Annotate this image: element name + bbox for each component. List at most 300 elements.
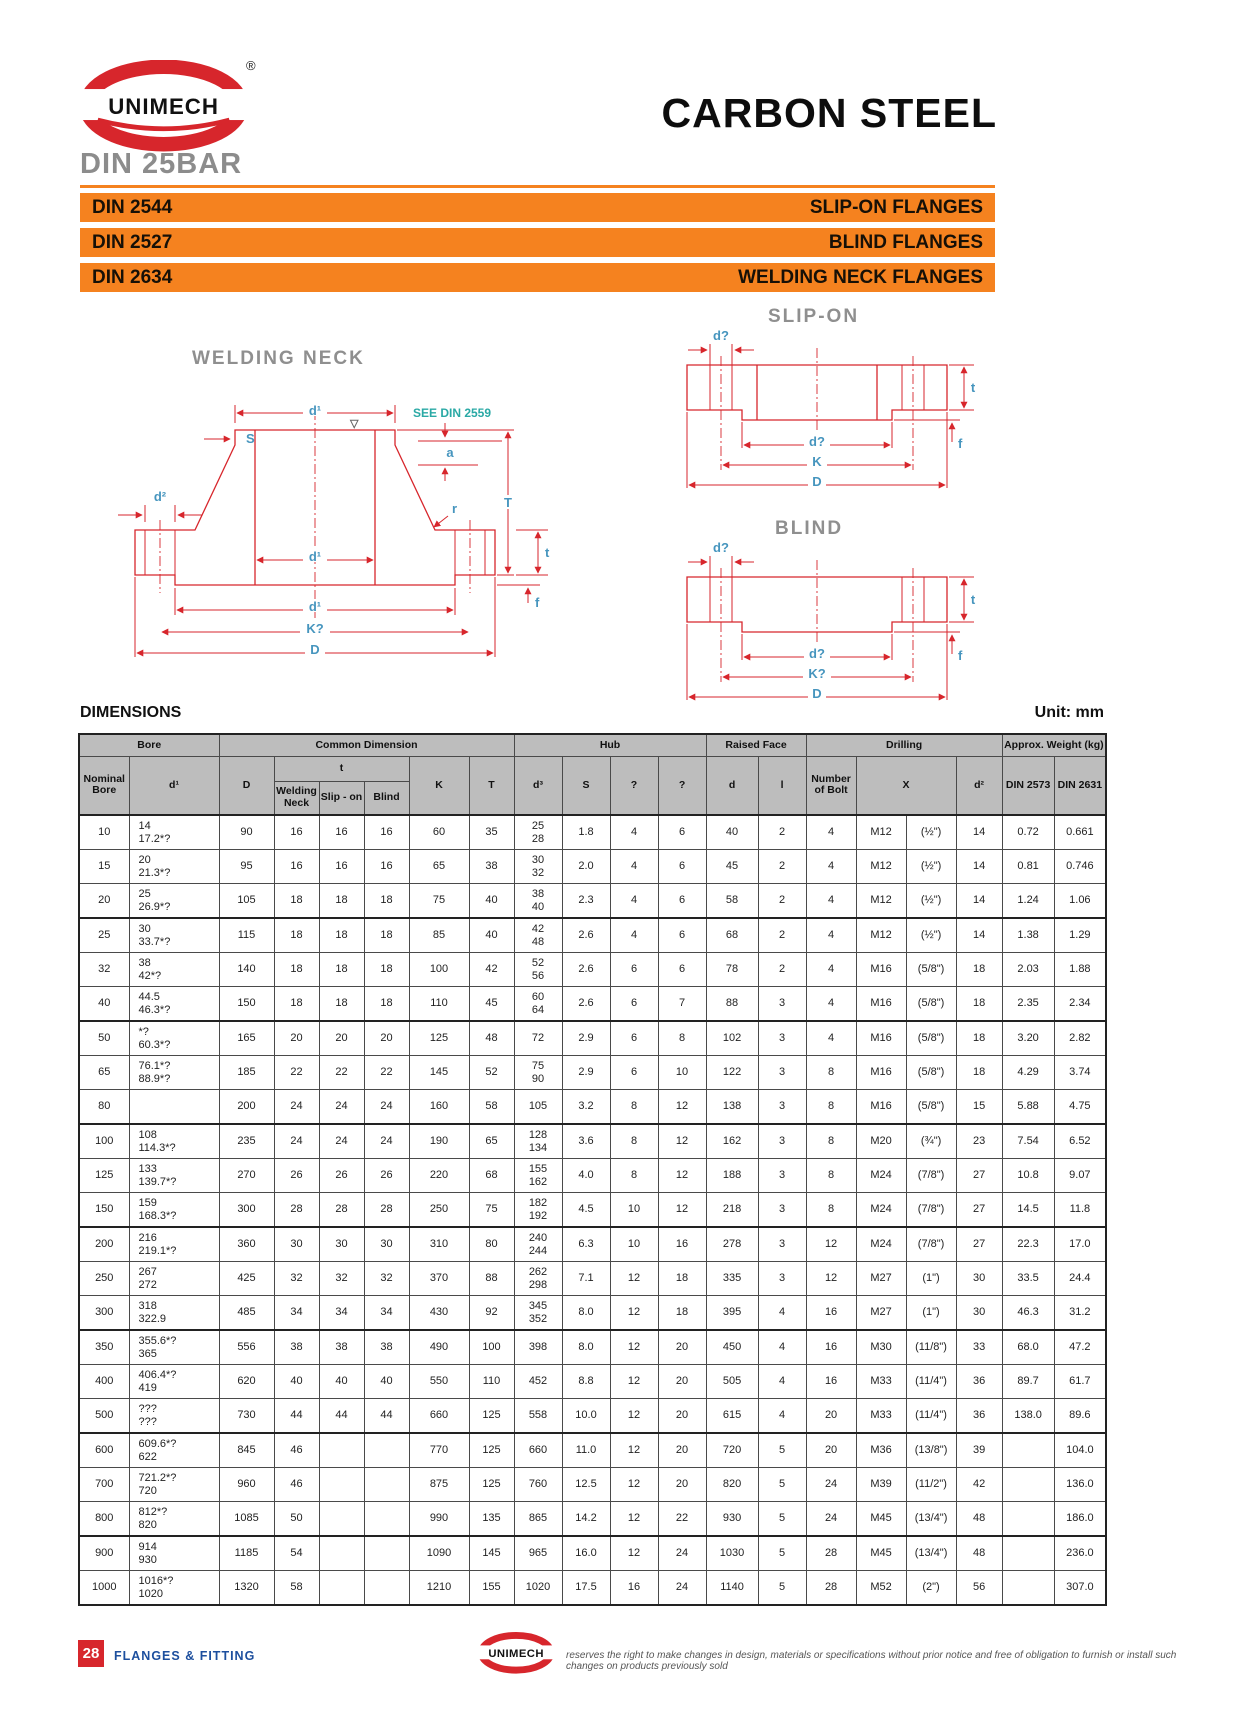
table-cell xyxy=(1002,1571,1054,1606)
table-cell: 4 xyxy=(758,1399,806,1434)
table-cell: (2") xyxy=(906,1571,956,1606)
table-cell: 20 xyxy=(319,1021,364,1056)
table-cell: 4.0 xyxy=(562,1159,610,1193)
table-cell: 2.3 xyxy=(562,884,610,919)
table-cell: 18 xyxy=(658,1262,706,1296)
table-cell: 220 xyxy=(409,1159,469,1193)
table-cell: 150 xyxy=(79,1193,129,1228)
table-cell: 1140 xyxy=(706,1571,758,1606)
table-cell: 4 xyxy=(610,850,658,884)
table-row xyxy=(79,1262,1106,1296)
table-cell: 16 xyxy=(364,815,409,850)
table-cell: 26 xyxy=(364,1159,409,1193)
table-cell: 30 xyxy=(956,1296,1002,1331)
table-cell: 40 xyxy=(364,1365,409,1399)
table-cell: 8 xyxy=(806,1124,856,1159)
table-cell: 3 xyxy=(758,1227,806,1262)
table-cell: 14 17.2*? xyxy=(129,815,219,850)
table-cell: 33 xyxy=(956,1330,1002,1365)
table-row xyxy=(79,1399,1106,1434)
table-cell: 4 xyxy=(758,1330,806,1365)
table-cell: 0.72 xyxy=(1002,815,1054,850)
table-cell: 22 xyxy=(364,1056,409,1090)
table-cell: 235 xyxy=(219,1124,274,1159)
table-cell: 56 xyxy=(956,1571,1002,1606)
banner-flange-type: SLIP-ON FLANGES xyxy=(809,196,983,218)
table-cell: 30 xyxy=(274,1227,319,1262)
dim-label-a: a xyxy=(446,445,454,460)
table-row xyxy=(79,1536,1106,1571)
table-cell: 8.8 xyxy=(562,1365,610,1399)
unimech-logo xyxy=(78,60,253,152)
table-cell: 38 xyxy=(319,1330,364,1365)
table-cell: (5/8") xyxy=(906,953,956,987)
table-cell: 135 xyxy=(469,1502,514,1537)
table-cell: 267 272 xyxy=(129,1262,219,1296)
table-cell: 24 xyxy=(319,1124,364,1159)
table-cell: 345 352 xyxy=(514,1296,562,1331)
footer-logo-icon xyxy=(478,1630,556,1676)
table-cell: 24.4 xyxy=(1054,1262,1106,1296)
table-cell: 14 xyxy=(956,884,1002,919)
page-title: CARBON STEEL xyxy=(661,90,997,136)
table-cell: 16 xyxy=(806,1296,856,1331)
table-cell: 24 xyxy=(806,1468,856,1502)
table-cell: 1016*? 1020 xyxy=(129,1571,219,1606)
table-cell: M45 xyxy=(856,1536,906,1571)
table-cell: 42 xyxy=(469,953,514,987)
table-cell: 8 xyxy=(806,1056,856,1090)
table-cell: 12 xyxy=(658,1193,706,1228)
table-cell: 5 xyxy=(758,1433,806,1468)
table-cell: 1.8 xyxy=(562,815,610,850)
table-cell: 28 xyxy=(806,1536,856,1571)
table-cell: 18 xyxy=(274,918,319,953)
table-cell: 28 xyxy=(364,1193,409,1228)
table-cell: 5 xyxy=(758,1536,806,1571)
table-row xyxy=(79,987,1106,1022)
table-cell: 80 xyxy=(79,1090,129,1125)
column-header-l: l xyxy=(758,756,806,815)
table-cell: M52 xyxy=(856,1571,906,1606)
table-cell: 40 xyxy=(469,918,514,953)
table-cell: 307.0 xyxy=(1054,1571,1106,1606)
table-row xyxy=(79,1021,1106,1056)
table-cell: M27 xyxy=(856,1296,906,1331)
table-cell: 27 xyxy=(956,1227,1002,1262)
table-cell: 550 xyxy=(409,1365,469,1399)
table-cell: 48 xyxy=(469,1021,514,1056)
table-cell: 14 xyxy=(956,850,1002,884)
table-cell: 72 xyxy=(514,1021,562,1056)
table-cell: 485 xyxy=(219,1296,274,1331)
table-cell: 4.75 xyxy=(1054,1090,1106,1125)
table-cell: 4 xyxy=(610,815,658,850)
table-cell: 8 xyxy=(610,1159,658,1193)
table-cell: 1.24 xyxy=(1002,884,1054,919)
table-cell: 20 xyxy=(658,1330,706,1365)
table-cell: M45 xyxy=(856,1502,906,1537)
table-cell: M33 xyxy=(856,1365,906,1399)
column-header-t: t xyxy=(274,756,409,781)
page-number: 28 xyxy=(78,1640,104,1667)
table-row xyxy=(79,1090,1106,1125)
table-cell: 30 xyxy=(956,1262,1002,1296)
table-cell: 80 xyxy=(469,1227,514,1262)
table-cell: 10 xyxy=(79,815,129,850)
table-cell: 6 xyxy=(610,1056,658,1090)
table-cell: (¾") xyxy=(906,1124,956,1159)
table-cell: 2.9 xyxy=(562,1056,610,1090)
table-cell: 6 xyxy=(610,953,658,987)
column-group-raised-face: Raised Face xyxy=(706,734,806,756)
table-cell: 24 xyxy=(364,1124,409,1159)
table-cell: 4 xyxy=(610,884,658,919)
dim-label-k: K? xyxy=(808,666,826,681)
table-cell: 115 xyxy=(219,918,274,953)
table-cell xyxy=(364,1433,409,1468)
column-header-q1: ? xyxy=(610,756,658,815)
table-cell: 730 xyxy=(219,1399,274,1434)
column-group-common-dimension: Common Dimension xyxy=(219,734,514,756)
table-cell: 3.2 xyxy=(562,1090,610,1125)
table-cell: 700 xyxy=(79,1468,129,1502)
slip-on-diagram xyxy=(662,320,982,505)
table-cell: 452 xyxy=(514,1365,562,1399)
table-row xyxy=(79,1330,1106,1365)
footer-logo-text: UNIMECH xyxy=(488,1648,544,1661)
table-cell: 32 xyxy=(79,953,129,987)
table-cell: 30 xyxy=(319,1227,364,1262)
table-cell: 26 xyxy=(319,1159,364,1193)
footer-department: FLANGES & FITTING xyxy=(114,1649,256,1663)
table-cell: 20 xyxy=(658,1365,706,1399)
table-cell: 39 xyxy=(956,1433,1002,1468)
table-cell: 89.7 xyxy=(1002,1365,1054,1399)
table-cell: 720 xyxy=(706,1433,758,1468)
dim-label-t: t xyxy=(545,545,550,560)
table-cell: 12 xyxy=(610,1262,658,1296)
surface-finish-mark: ▽ xyxy=(350,418,359,430)
table-cell: 34 xyxy=(274,1296,319,1331)
table-cell: 125 xyxy=(409,1021,469,1056)
table-cell: 4 xyxy=(806,884,856,919)
table-cell: 3 xyxy=(758,1262,806,1296)
table-cell: 18 xyxy=(364,918,409,953)
table-cell: 110 xyxy=(469,1365,514,1399)
table-cell: 8 xyxy=(610,1124,658,1159)
table-cell: 930 xyxy=(706,1502,758,1537)
table-cell: 38 xyxy=(469,850,514,884)
table-cell: M12 xyxy=(856,884,906,919)
table-cell: 65 xyxy=(409,850,469,884)
table-cell: 33.5 xyxy=(1002,1262,1054,1296)
table-cell: 1020 xyxy=(514,1571,562,1606)
table-row xyxy=(79,1124,1106,1159)
table-cell: 10 xyxy=(658,1056,706,1090)
table-cell: 240 244 xyxy=(514,1227,562,1262)
table-cell: 18 xyxy=(658,1296,706,1331)
table-cell: 12 xyxy=(658,1159,706,1193)
table-cell: 2 xyxy=(758,815,806,850)
table-row xyxy=(79,1502,1106,1537)
table-cell: 18 xyxy=(364,953,409,987)
table-cell: 620 xyxy=(219,1365,274,1399)
table-cell: (½") xyxy=(906,884,956,919)
table-cell: 22 xyxy=(274,1056,319,1090)
table-cell: 12 xyxy=(806,1262,856,1296)
table-cell: (½") xyxy=(906,850,956,884)
table-cell: 40 xyxy=(274,1365,319,1399)
table-cell: 1.88 xyxy=(1054,953,1106,987)
dim-label-d1-bottom: d¹ xyxy=(308,599,322,614)
table-cell: 20 21.3*? xyxy=(129,850,219,884)
table-cell: 20 xyxy=(274,1021,319,1056)
table-cell: 2.34 xyxy=(1054,987,1106,1022)
table-cell: 46 xyxy=(274,1433,319,1468)
table-cell: 24 xyxy=(319,1090,364,1125)
table-cell: 218 xyxy=(706,1193,758,1228)
table-cell xyxy=(319,1433,364,1468)
table-cell: (11/4") xyxy=(906,1399,956,1434)
table-cell: 16 xyxy=(806,1330,856,1365)
table-cell: 58 xyxy=(469,1090,514,1125)
table-cell xyxy=(319,1468,364,1502)
column-header-slip-on: Slip - on xyxy=(319,781,364,815)
column-header-x: X xyxy=(856,756,956,815)
table-cell: 900 xyxy=(79,1536,129,1571)
table-cell: 2 xyxy=(758,918,806,953)
column-group-approx-weight: Approx. Weight (kg) xyxy=(1002,734,1106,756)
welding-neck-diagram xyxy=(100,375,555,660)
table-cell: 32 xyxy=(319,1262,364,1296)
table-cell: 615 xyxy=(706,1399,758,1434)
table-cell: 95 xyxy=(219,850,274,884)
table-cell: 505 xyxy=(706,1365,758,1399)
table-cell: 18 xyxy=(364,987,409,1022)
table-cell: 12 xyxy=(610,1399,658,1434)
table-cell: 50 xyxy=(274,1502,319,1537)
table-cell xyxy=(129,1090,219,1125)
table-cell: 960 xyxy=(219,1468,274,1502)
table-cell: 18 xyxy=(319,953,364,987)
table-cell: 16 xyxy=(610,1571,658,1606)
table-cell: 6 xyxy=(610,987,658,1022)
table-cell: 12 xyxy=(658,1090,706,1125)
table-cell: 102 xyxy=(706,1021,758,1056)
table-cell: 360 xyxy=(219,1227,274,1262)
table-cell: 2.6 xyxy=(562,987,610,1022)
table-cell: 44 xyxy=(319,1399,364,1434)
table-cell: 4 xyxy=(758,1296,806,1331)
table-cell: 185 xyxy=(219,1056,274,1090)
table-cell: 125 xyxy=(469,1468,514,1502)
dim-label-f: f xyxy=(958,648,963,663)
table-cell: 27 xyxy=(956,1193,1002,1228)
table-cell: 38 40 xyxy=(514,884,562,919)
table-cell: 250 xyxy=(409,1193,469,1228)
see-din-note: SEE DIN 2559 xyxy=(412,406,492,420)
table-cell: (1") xyxy=(906,1296,956,1331)
banner-din-code: DIN 2634 xyxy=(92,266,173,288)
table-cell: M16 xyxy=(856,1056,906,1090)
table-cell: M39 xyxy=(856,1468,906,1502)
table-cell xyxy=(319,1502,364,1537)
table-cell: 335 xyxy=(706,1262,758,1296)
table-cell: 68 xyxy=(706,918,758,953)
table-cell: 16 xyxy=(319,815,364,850)
table-cell: 60 64 xyxy=(514,987,562,1022)
dimensions-table-body xyxy=(79,815,1106,1605)
table-cell: 12 xyxy=(610,1433,658,1468)
dim-label-d-outer: D xyxy=(310,642,320,657)
table-cell xyxy=(364,1536,409,1571)
table-cell: 770 xyxy=(409,1433,469,1468)
table-cell: 40 xyxy=(469,884,514,919)
table-cell xyxy=(319,1571,364,1606)
table-cell: 1030 xyxy=(706,1536,758,1571)
table-cell: 28 xyxy=(319,1193,364,1228)
table-cell: 17.5 xyxy=(562,1571,610,1606)
dim-label-k: K? xyxy=(306,621,324,636)
table-cell: 355.6*? 365 xyxy=(129,1330,219,1365)
table-cell: 60 xyxy=(409,815,469,850)
table-cell: 3 xyxy=(758,1124,806,1159)
table-cell: 216 219.1*? xyxy=(129,1227,219,1262)
column-header-nominal-bore: Nominal Bore xyxy=(79,756,129,815)
table-cell: 92 xyxy=(469,1296,514,1331)
table-cell: 398 xyxy=(514,1330,562,1365)
table-cell: 17.0 xyxy=(1054,1227,1106,1262)
table-cell: 11.0 xyxy=(562,1433,610,1468)
column-header-K: K xyxy=(409,756,469,815)
table-cell: (5/8") xyxy=(906,987,956,1022)
table-cell xyxy=(319,1536,364,1571)
table-cell: 20 xyxy=(658,1468,706,1502)
table-cell: 18 xyxy=(319,884,364,919)
table-cell: 3 xyxy=(758,1056,806,1090)
table-cell: 12 xyxy=(658,1124,706,1159)
table-cell: 395 xyxy=(706,1296,758,1331)
table-cell: (7/8") xyxy=(906,1227,956,1262)
table-cell: 34 xyxy=(364,1296,409,1331)
table-cell: 12 xyxy=(610,1365,658,1399)
table-cell: 28 xyxy=(806,1571,856,1606)
table-cell: 24 xyxy=(274,1090,319,1125)
table-cell: 75 90 xyxy=(514,1056,562,1090)
table-cell: M12 xyxy=(856,850,906,884)
table-cell: 3.20 xyxy=(1002,1021,1054,1056)
table-cell: 186.0 xyxy=(1054,1502,1106,1537)
blind-title: BLIND xyxy=(775,518,844,539)
table-cell: 262 298 xyxy=(514,1262,562,1296)
table-cell: 450 xyxy=(706,1330,758,1365)
table-cell: 88 xyxy=(706,987,758,1022)
table-cell: 1185 xyxy=(219,1536,274,1571)
table-cell: 2.35 xyxy=(1002,987,1054,1022)
table-cell: 25 26.9*? xyxy=(129,884,219,919)
dim-label-d-face: d? xyxy=(809,646,825,661)
table-cell: 8 xyxy=(806,1090,856,1125)
table-cell: 42 48 xyxy=(514,918,562,953)
table-row xyxy=(79,1193,1106,1228)
table-cell: 25 28 xyxy=(514,815,562,850)
table-row xyxy=(79,1296,1106,1331)
table-cell: 370 xyxy=(409,1262,469,1296)
table-cell: M30 xyxy=(856,1330,906,1365)
unit-label: Unit: mm xyxy=(1034,704,1104,721)
table-cell xyxy=(364,1571,409,1606)
table-cell: 145 xyxy=(409,1056,469,1090)
series-title: DIN 25BAR xyxy=(80,148,243,180)
table-cell: 125 xyxy=(469,1399,514,1434)
table-cell: 138 xyxy=(706,1090,758,1125)
table-cell: 75 xyxy=(469,1193,514,1228)
table-cell: 800 xyxy=(79,1502,129,1537)
table-cell: 24 xyxy=(658,1571,706,1606)
table-row xyxy=(79,953,1106,987)
table-cell: 18 xyxy=(274,884,319,919)
table-cell: 250 xyxy=(79,1262,129,1296)
table-cell: M12 xyxy=(856,815,906,850)
table-cell: 14 xyxy=(956,918,1002,953)
table-cell: 425 xyxy=(219,1262,274,1296)
table-cell: 6.52 xyxy=(1054,1124,1106,1159)
table-cell: 9.07 xyxy=(1054,1159,1106,1193)
logo-text: UNIMECH xyxy=(108,94,219,120)
table-cell: 78 xyxy=(706,953,758,987)
table-cell: 24 xyxy=(806,1502,856,1537)
banner-slip-on xyxy=(80,193,995,222)
table-cell: 36 xyxy=(956,1365,1002,1399)
table-cell: 85 xyxy=(409,918,469,953)
table-cell: 54 xyxy=(274,1536,319,1571)
table-cell: 318 322.9 xyxy=(129,1296,219,1331)
table-cell: 12 xyxy=(610,1468,658,1502)
table-cell: (1") xyxy=(906,1262,956,1296)
table-cell: 6 xyxy=(610,1021,658,1056)
unimech-logo-icon xyxy=(78,60,253,152)
table-cell: 2 xyxy=(758,850,806,884)
table-cell: 100 xyxy=(469,1330,514,1365)
table-cell: 48 xyxy=(956,1502,1002,1537)
table-cell: 138.0 xyxy=(1002,1399,1054,1434)
table-cell: 4.29 xyxy=(1002,1056,1054,1090)
table-cell: 820 xyxy=(706,1468,758,1502)
table-cell: ??? ??? xyxy=(129,1399,219,1434)
table-cell: (7/8") xyxy=(906,1159,956,1193)
table-cell: 31.2 xyxy=(1054,1296,1106,1331)
table-cell: 500 xyxy=(79,1399,129,1434)
table-cell: (5/8") xyxy=(906,1021,956,1056)
table-cell: 61.7 xyxy=(1054,1365,1106,1399)
table-cell: 38 xyxy=(274,1330,319,1365)
table-cell: 58 xyxy=(706,884,758,919)
table-cell: M27 xyxy=(856,1262,906,1296)
table-cell: 40 xyxy=(319,1365,364,1399)
table-cell: 200 xyxy=(79,1227,129,1262)
table-cell: 350 xyxy=(79,1330,129,1365)
table-cell: 2.6 xyxy=(562,953,610,987)
table-cell: 65 xyxy=(469,1124,514,1159)
column-header-d1: d¹ xyxy=(129,756,219,815)
table-cell: 65 xyxy=(79,1056,129,1090)
table-cell: 18 xyxy=(364,884,409,919)
table-cell: 15 xyxy=(956,1090,1002,1125)
table-cell: 875 xyxy=(409,1468,469,1502)
table-cell xyxy=(364,1502,409,1537)
dim-label-d-outer: D xyxy=(812,474,822,489)
